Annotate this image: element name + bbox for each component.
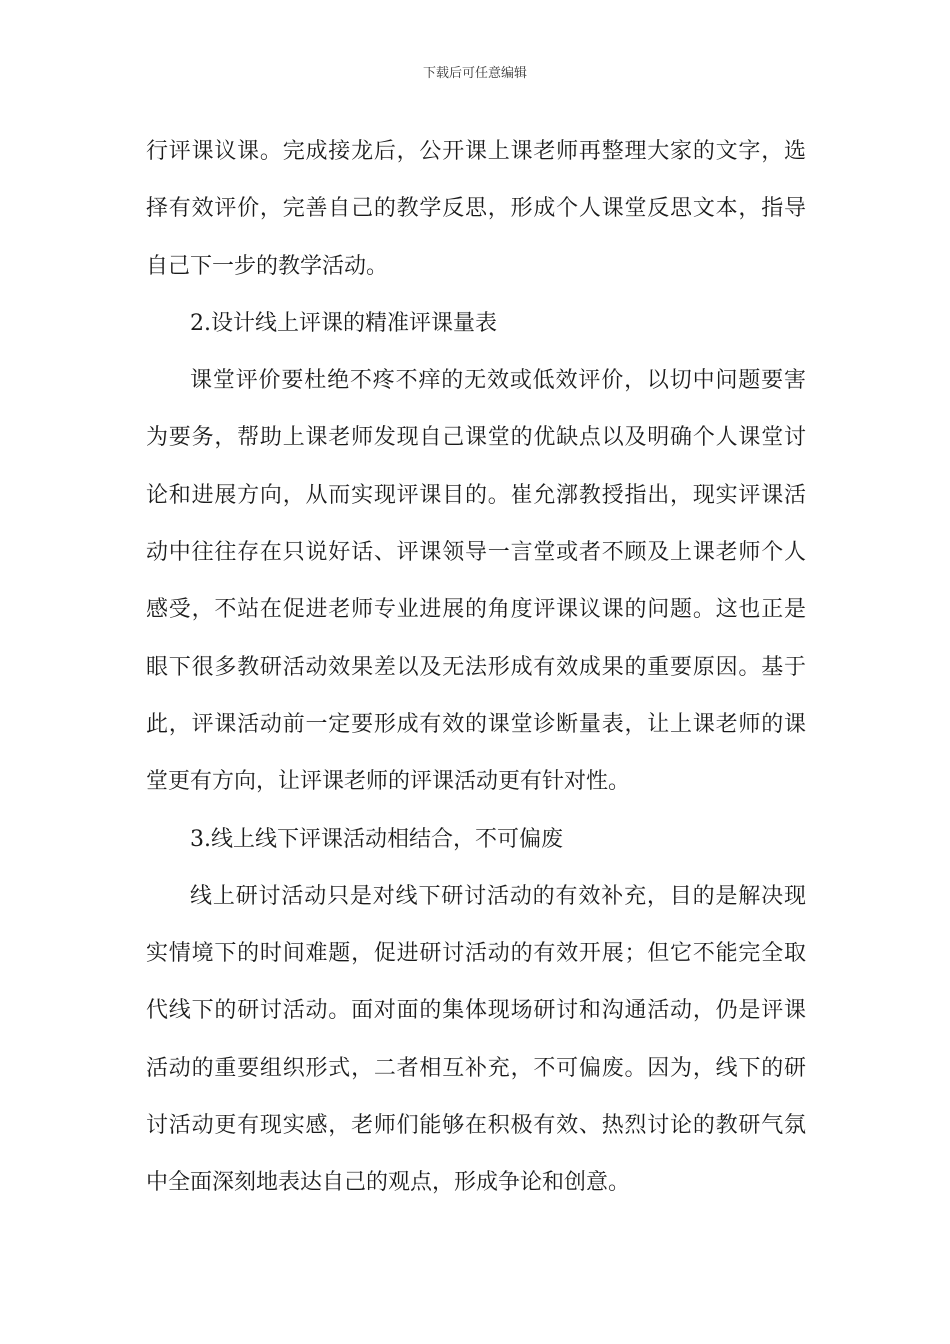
paragraph-line: 论和进展方向，从而实现评课目的。崔允漷教授指出，现实评课活 [146, 482, 806, 508]
paragraph-line: 代线下的研讨活动。面对面的集体现场研讨和沟通活动，仍是评课 [146, 998, 806, 1024]
paragraph-line: 此，评课活动前一定要形成有效的课堂诊断量表，让上课老师的课 [146, 711, 806, 737]
paragraph-line: 课堂评价要杜绝不疼不痒的无效或低效评价，以切中问题要害 [190, 368, 806, 394]
paragraph-line: 中全面深刻地表达自己的观点，形成争论和创意。 [146, 1170, 631, 1196]
paragraph-line: 为要务，帮助上课老师发现自己课堂的优缺点以及明确个人课堂讨 [146, 425, 806, 451]
paragraph-line: 堂更有方向，让评课老师的评课活动更有针对性。 [146, 769, 631, 795]
paragraph-line: 实情境下的时间难题，促进研讨活动的有效开展；但它不能完全取 [146, 941, 806, 967]
section-heading: 3.线上线下评课活动相结合，不可偏废 [190, 826, 563, 852]
paragraph-line: 眼下很多教研活动效果差以及无法形成有效成果的重要原因。基于 [146, 654, 806, 680]
paragraph-line: 讨活动更有现实感，老师们能够在积极有效、热烈讨论的教研气氛 [146, 1113, 806, 1139]
paragraph-line: 动中往往存在只说好话、评课领导一言堂或者不顾及上课老师个人 [146, 540, 806, 566]
paragraph-line: 自己下一步的教学活动。 [146, 253, 389, 279]
paragraph-line: 择有效评价，完善自己的教学反思，形成个人课堂反思文本，指导 [146, 196, 806, 222]
page-header: 下载后可任意编辑 [422, 66, 527, 81]
section-heading: 2.设计线上评课的精准评课量表 [190, 310, 497, 336]
paragraph-line: 线上研讨活动只是对线下研讨活动的有效补充，目的是解决现 [190, 883, 806, 909]
paragraph-line: 行评课议课。完成接龙后，公开课上课老师再整理大家的文字，选 [146, 139, 806, 164]
paragraph-line: 感受，不站在促进老师专业进展的角度评课议课的问题。这也正是 [146, 597, 806, 623]
paragraph-line: 活动的重要组织形式，二者相互补充，不可偏废。因为，线下的研 [146, 1055, 806, 1081]
document-body [146, 131, 806, 1220]
